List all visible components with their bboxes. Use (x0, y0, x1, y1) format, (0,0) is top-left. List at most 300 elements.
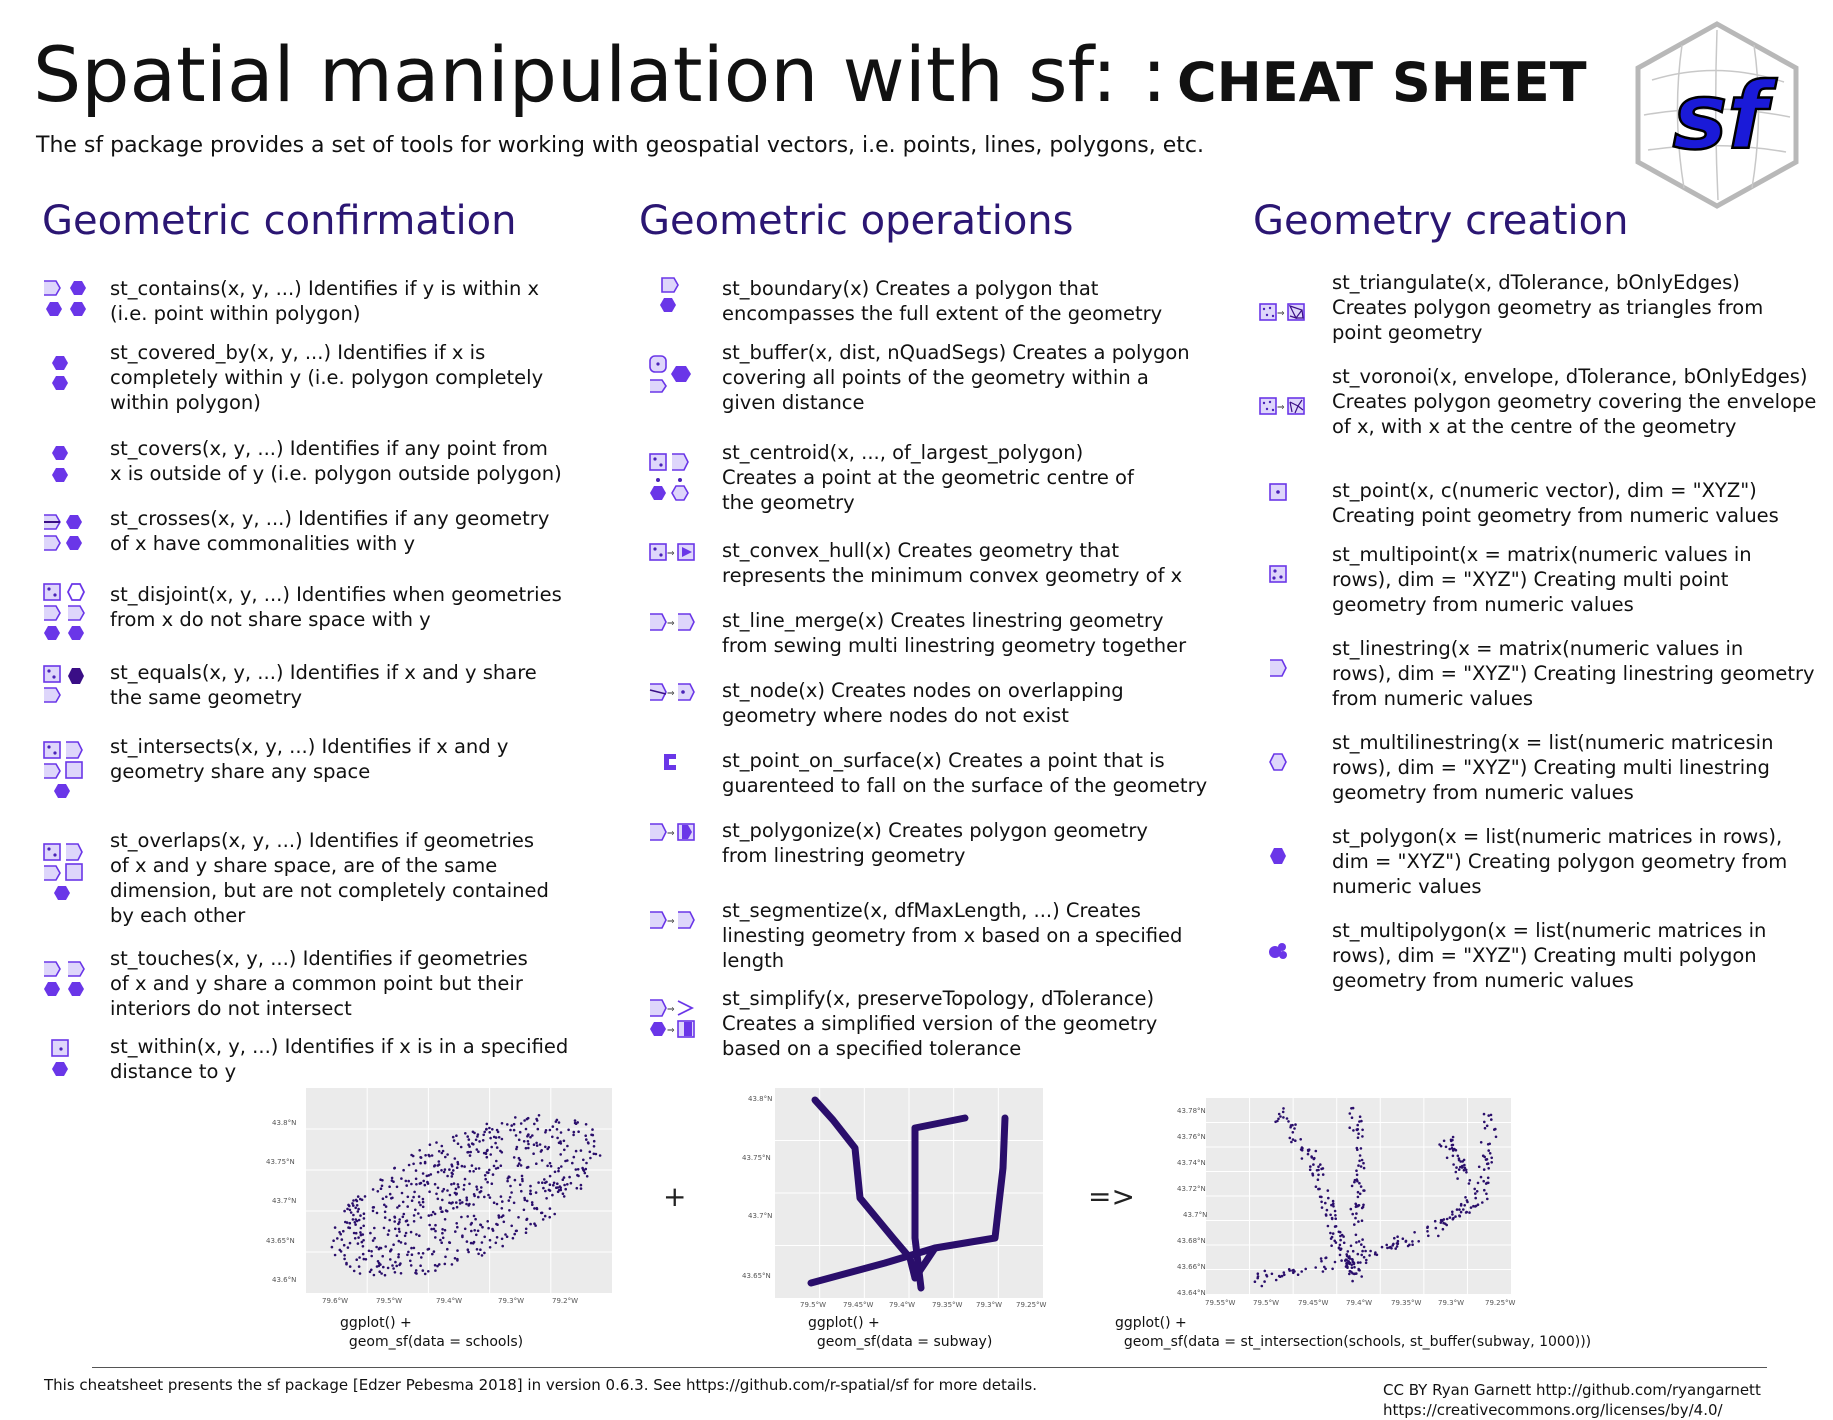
map-point (1288, 1268, 1291, 1271)
map-point (394, 1228, 397, 1231)
entry-line: dimension, but are not completely contained (110, 879, 549, 902)
map-point (566, 1145, 569, 1148)
map-point (342, 1230, 345, 1233)
map-point (529, 1185, 532, 1188)
map-point (489, 1196, 492, 1199)
map-point (1463, 1204, 1466, 1207)
map-point (576, 1174, 579, 1177)
map-point (446, 1189, 449, 1192)
map-point (1474, 1197, 1477, 1200)
map-point (457, 1183, 460, 1186)
map-point (452, 1169, 455, 1172)
map-point (453, 1139, 456, 1142)
map-point (549, 1162, 552, 1165)
code-line: geom_sf(data = st_intersection(schools, st_buffer(subway, 1000))) (1115, 1334, 1592, 1350)
map-point (390, 1249, 393, 1252)
map-point (501, 1138, 504, 1141)
map-point (1343, 1242, 1346, 1245)
map-point (362, 1245, 365, 1248)
x-tick: 79.6°W (322, 1297, 349, 1305)
map-point (558, 1121, 561, 1124)
map-point (439, 1239, 442, 1242)
y-tick: 43.6°N (272, 1276, 297, 1284)
map-point (583, 1169, 586, 1172)
map-point (525, 1218, 528, 1221)
map-point (422, 1180, 425, 1183)
map-point (1452, 1163, 1455, 1166)
map-point (1456, 1177, 1459, 1180)
map-point (413, 1214, 416, 1217)
map-point (542, 1218, 545, 1221)
map-point (475, 1185, 478, 1188)
map-point (1490, 1118, 1493, 1121)
entry-line: st_within(x, y, ...) Identifies if x is in a specified (110, 1035, 569, 1058)
multilinestring-icon (1260, 754, 1320, 814)
entry-line: from numeric values (1332, 687, 1534, 710)
map-point (557, 1191, 560, 1194)
x-tick: 79.35°W (1391, 1299, 1422, 1307)
map-point (573, 1156, 576, 1159)
map-point (456, 1206, 459, 1209)
map-point (1426, 1230, 1429, 1233)
map-point (559, 1140, 562, 1143)
x-tick: 79.3°W (498, 1297, 525, 1305)
map-point (500, 1195, 503, 1198)
map-point (526, 1135, 529, 1138)
footer-license (1383, 1380, 1761, 1420)
map-point (363, 1217, 366, 1220)
map-point (449, 1194, 452, 1197)
y-tick: 43.66°N (1177, 1263, 1206, 1271)
map-point (349, 1242, 352, 1245)
map-point (543, 1178, 546, 1181)
entry-line: of x, with x at the centre of the geometry (1332, 415, 1737, 438)
map-point (372, 1206, 375, 1209)
arrow-sign: => (1088, 1180, 1135, 1213)
map-point (1490, 1114, 1493, 1117)
touches-icon (42, 960, 102, 1020)
map-point (1361, 1238, 1364, 1241)
map-point (433, 1250, 436, 1253)
map-point (1357, 1132, 1360, 1135)
map-point (461, 1201, 464, 1204)
map-point (359, 1198, 362, 1201)
map-point (391, 1264, 394, 1267)
entry-line: geometry share any space (110, 760, 371, 783)
boundary-icon (650, 276, 710, 336)
map-point (1473, 1188, 1476, 1191)
map-point (1481, 1201, 1484, 1204)
map-point (1437, 1235, 1440, 1238)
map-point (537, 1181, 540, 1184)
y-tick: 43.75°N (742, 1154, 771, 1162)
map-point (549, 1207, 552, 1210)
map-point (1397, 1242, 1400, 1245)
map-point (1358, 1182, 1361, 1185)
map-point (1457, 1155, 1460, 1158)
map-point (1477, 1182, 1480, 1185)
map-point (453, 1182, 456, 1185)
map-point (575, 1150, 578, 1153)
map-point (1360, 1120, 1363, 1123)
map-point (542, 1187, 545, 1190)
map-point (1338, 1231, 1341, 1234)
map-point (410, 1247, 413, 1250)
map-point (446, 1175, 449, 1178)
map-point (441, 1199, 444, 1202)
map-point (1446, 1218, 1449, 1221)
map-point (476, 1248, 479, 1251)
map-point (468, 1183, 471, 1186)
map-point (500, 1164, 503, 1167)
map-point (1470, 1206, 1473, 1209)
logo-text: sf (1672, 63, 1768, 170)
x-tick: 79.2°W (552, 1297, 579, 1305)
map-point (1332, 1205, 1335, 1208)
map-point (379, 1178, 382, 1181)
map-point (1489, 1152, 1492, 1155)
map-point (509, 1196, 512, 1199)
map-point (1358, 1240, 1361, 1243)
map-point (401, 1192, 404, 1195)
map-point (1408, 1244, 1411, 1247)
map-point (486, 1123, 489, 1126)
map-point (1313, 1157, 1316, 1160)
entry-line: by each other (110, 904, 246, 927)
map-point (388, 1185, 391, 1188)
convex-hull-icon (650, 544, 710, 604)
map-point (493, 1165, 496, 1168)
map-point (1361, 1135, 1364, 1138)
contains-icon (42, 276, 102, 336)
map-point (358, 1256, 361, 1259)
map-point (407, 1180, 410, 1183)
map-point (383, 1227, 386, 1230)
footer-credit: CC BY Ryan Garnett http://github.com/ryangarnett (1383, 1381, 1761, 1399)
map-point (1275, 1279, 1278, 1282)
map-point (551, 1136, 554, 1139)
map-point (549, 1175, 552, 1178)
map-point (1487, 1167, 1490, 1170)
map-point (1345, 1258, 1348, 1261)
map-point (1354, 1179, 1357, 1182)
map-point (1356, 1148, 1359, 1151)
map-point (422, 1172, 425, 1175)
map-point (482, 1134, 485, 1137)
map-point (566, 1159, 569, 1162)
map-point (548, 1189, 551, 1192)
map-point (585, 1123, 588, 1126)
map-point (1487, 1114, 1490, 1117)
entry-line: from linestring geometry (722, 844, 966, 867)
map-point (1326, 1209, 1329, 1212)
map-point (460, 1216, 463, 1219)
map-point (380, 1247, 383, 1250)
map-point (402, 1216, 405, 1219)
map-point (1484, 1127, 1487, 1130)
map-point (1322, 1173, 1325, 1176)
map-point (438, 1150, 441, 1153)
map-point (394, 1216, 397, 1219)
map-point (560, 1165, 563, 1168)
entry-line: st_multipolygon(x = list(numeric matrices in (1332, 919, 1767, 942)
map-point (1289, 1137, 1292, 1140)
map-point (481, 1241, 484, 1244)
map-point (352, 1214, 355, 1217)
map-point (1307, 1150, 1310, 1153)
map-point (1460, 1211, 1463, 1214)
map-point (476, 1188, 479, 1191)
map-point (354, 1221, 357, 1224)
entry-line: (i.e. point within polygon) (110, 302, 361, 325)
map-point (344, 1221, 347, 1224)
map-point (1442, 1228, 1445, 1231)
map-point (477, 1230, 480, 1233)
map-point (523, 1209, 526, 1212)
multipoint-icon (1260, 566, 1320, 626)
map-point (1360, 1243, 1363, 1246)
map-point (506, 1180, 509, 1183)
map-point (437, 1187, 440, 1190)
map-point (533, 1143, 536, 1146)
entry-line: numeric values (1332, 875, 1482, 898)
crosses-icon (42, 512, 102, 572)
map-point (1486, 1182, 1489, 1185)
map-point (463, 1188, 466, 1191)
y-tick: 43.7°N (748, 1212, 773, 1220)
map-point (1355, 1169, 1358, 1172)
schools-plot-canvas (306, 1088, 612, 1293)
map-point (1458, 1214, 1461, 1217)
map-point (1359, 1193, 1362, 1196)
map-point (331, 1246, 334, 1249)
map-point (1352, 1250, 1355, 1253)
map-point (1351, 1213, 1354, 1216)
map-point (484, 1174, 487, 1177)
multipolygon-icon (1260, 942, 1320, 1002)
map-point (1451, 1147, 1454, 1150)
map-point (1396, 1235, 1399, 1238)
map-point (360, 1227, 363, 1230)
svg-text:⇒: ⇒ (667, 1026, 675, 1036)
map-point (523, 1119, 526, 1122)
map-point (1355, 1212, 1358, 1215)
subway-plot (775, 1088, 1043, 1298)
map-point (556, 1128, 559, 1131)
map-point (536, 1144, 539, 1147)
map-point (465, 1203, 468, 1206)
map-point (1341, 1234, 1344, 1237)
map-point (545, 1197, 548, 1200)
map-point (357, 1242, 360, 1245)
map-point (444, 1229, 447, 1232)
map-point (1317, 1178, 1320, 1181)
map-point (546, 1165, 549, 1168)
map-point (356, 1204, 359, 1207)
map-point (376, 1265, 379, 1268)
map-point (1435, 1227, 1438, 1230)
map-point (1352, 1129, 1355, 1132)
map-point (1348, 1273, 1351, 1276)
map-point (1278, 1113, 1281, 1116)
buffer-icon (650, 354, 710, 414)
map-point (555, 1120, 558, 1123)
map-point (357, 1210, 360, 1213)
map-point (496, 1129, 499, 1132)
map-point (1487, 1149, 1490, 1152)
map-point (521, 1180, 524, 1183)
map-point (1359, 1154, 1362, 1157)
map-point (384, 1274, 387, 1277)
entry-line: of x and y share space, are of the same (110, 854, 498, 877)
map-point (1315, 1150, 1318, 1153)
linestring-icon (1260, 660, 1320, 720)
map-point (1363, 1167, 1366, 1170)
map-point (575, 1168, 578, 1171)
map-point (405, 1180, 408, 1183)
map-point (472, 1131, 475, 1134)
map-point (384, 1211, 387, 1214)
map-point (567, 1129, 570, 1132)
map-point (348, 1205, 351, 1208)
map-point (483, 1236, 486, 1239)
map-point (533, 1207, 536, 1210)
entry-line: within polygon) (110, 391, 261, 414)
map-point (1300, 1148, 1303, 1151)
map-point (422, 1206, 425, 1209)
map-point (1316, 1169, 1319, 1172)
map-point (444, 1218, 447, 1221)
map-point (444, 1256, 447, 1259)
map-point (384, 1245, 387, 1248)
entry-line: geometry from numeric values (1332, 781, 1634, 804)
map-point (353, 1232, 356, 1235)
map-point (1476, 1190, 1479, 1193)
map-point (1357, 1191, 1360, 1194)
map-point (1329, 1232, 1332, 1235)
map-point (556, 1137, 559, 1140)
map-point (1304, 1268, 1307, 1271)
map-point (359, 1214, 362, 1217)
map-point (341, 1238, 344, 1241)
map-point (388, 1219, 391, 1222)
map-point (1468, 1211, 1471, 1214)
map-point (1334, 1214, 1337, 1217)
map-point (525, 1231, 528, 1234)
map-point (502, 1214, 505, 1217)
map-point (1360, 1254, 1363, 1257)
map-point (1279, 1115, 1282, 1118)
map-point (434, 1264, 437, 1267)
map-point (510, 1191, 513, 1194)
map-point (1446, 1157, 1449, 1160)
map-point (418, 1201, 421, 1204)
map-point (478, 1167, 481, 1170)
map-point (529, 1192, 532, 1195)
map-point (1465, 1211, 1468, 1214)
map-point (562, 1192, 565, 1195)
map-point (1449, 1216, 1452, 1219)
map-point (349, 1209, 352, 1212)
entry-line: interiors do not intersect (110, 997, 352, 1020)
map-point (1334, 1210, 1337, 1213)
map-point (1362, 1206, 1365, 1209)
map-point (369, 1271, 372, 1274)
map-point (473, 1193, 476, 1196)
entry-line: the same geometry (110, 686, 303, 709)
map-point (1361, 1129, 1364, 1132)
map-point (1464, 1196, 1467, 1199)
map-point (434, 1236, 437, 1239)
map-point (354, 1207, 357, 1210)
map-point (1347, 1250, 1350, 1253)
map-point (412, 1196, 415, 1199)
map-point (1360, 1275, 1363, 1278)
map-point (428, 1155, 431, 1158)
map-point (1346, 1255, 1349, 1258)
x-tick: 79.45°W (1298, 1299, 1329, 1307)
map-point (1290, 1124, 1293, 1127)
map-point (422, 1198, 425, 1201)
map-point (498, 1216, 501, 1219)
map-point (495, 1242, 498, 1245)
map-point (464, 1178, 467, 1181)
map-point (1455, 1171, 1458, 1174)
map-point (406, 1254, 409, 1257)
map-point (394, 1271, 397, 1274)
map-point (483, 1152, 486, 1155)
map-point (396, 1234, 399, 1237)
map-point (1355, 1241, 1358, 1244)
map-point (480, 1186, 483, 1189)
map-point (1271, 1273, 1274, 1276)
entry-line: st_point_on_surface(x) Creates a point that is (722, 749, 1165, 772)
map-point (520, 1164, 523, 1167)
map-point (1279, 1275, 1282, 1278)
map-point (563, 1140, 566, 1143)
map-point (448, 1241, 451, 1244)
map-point (1292, 1138, 1295, 1141)
plus-sign: + (663, 1180, 687, 1213)
map-point (398, 1240, 401, 1243)
map-point (592, 1134, 595, 1137)
map-point (400, 1241, 403, 1244)
map-point (584, 1134, 587, 1137)
entry-line: st_buffer(x, dist, nQuadSegs) Creates a polygon (722, 341, 1190, 364)
map-point (464, 1132, 467, 1135)
map-point (470, 1242, 473, 1245)
map-point (457, 1142, 460, 1145)
map-point (362, 1239, 365, 1242)
map-point (444, 1168, 447, 1171)
map-point (1265, 1274, 1268, 1277)
map-point (381, 1185, 384, 1188)
map-point (510, 1225, 513, 1228)
map-point (1445, 1146, 1448, 1149)
map-point (427, 1248, 430, 1251)
map-point (1329, 1214, 1332, 1217)
map-point (358, 1219, 361, 1222)
map-point (586, 1175, 589, 1178)
map-point (1350, 1271, 1353, 1274)
section-heading-operations: Geometric operations (639, 198, 1074, 244)
map-point (434, 1230, 437, 1233)
map-point (456, 1249, 459, 1252)
map-point (422, 1252, 425, 1255)
map-point (1480, 1141, 1483, 1144)
map-point (1448, 1148, 1451, 1151)
map-point (1349, 1112, 1352, 1115)
